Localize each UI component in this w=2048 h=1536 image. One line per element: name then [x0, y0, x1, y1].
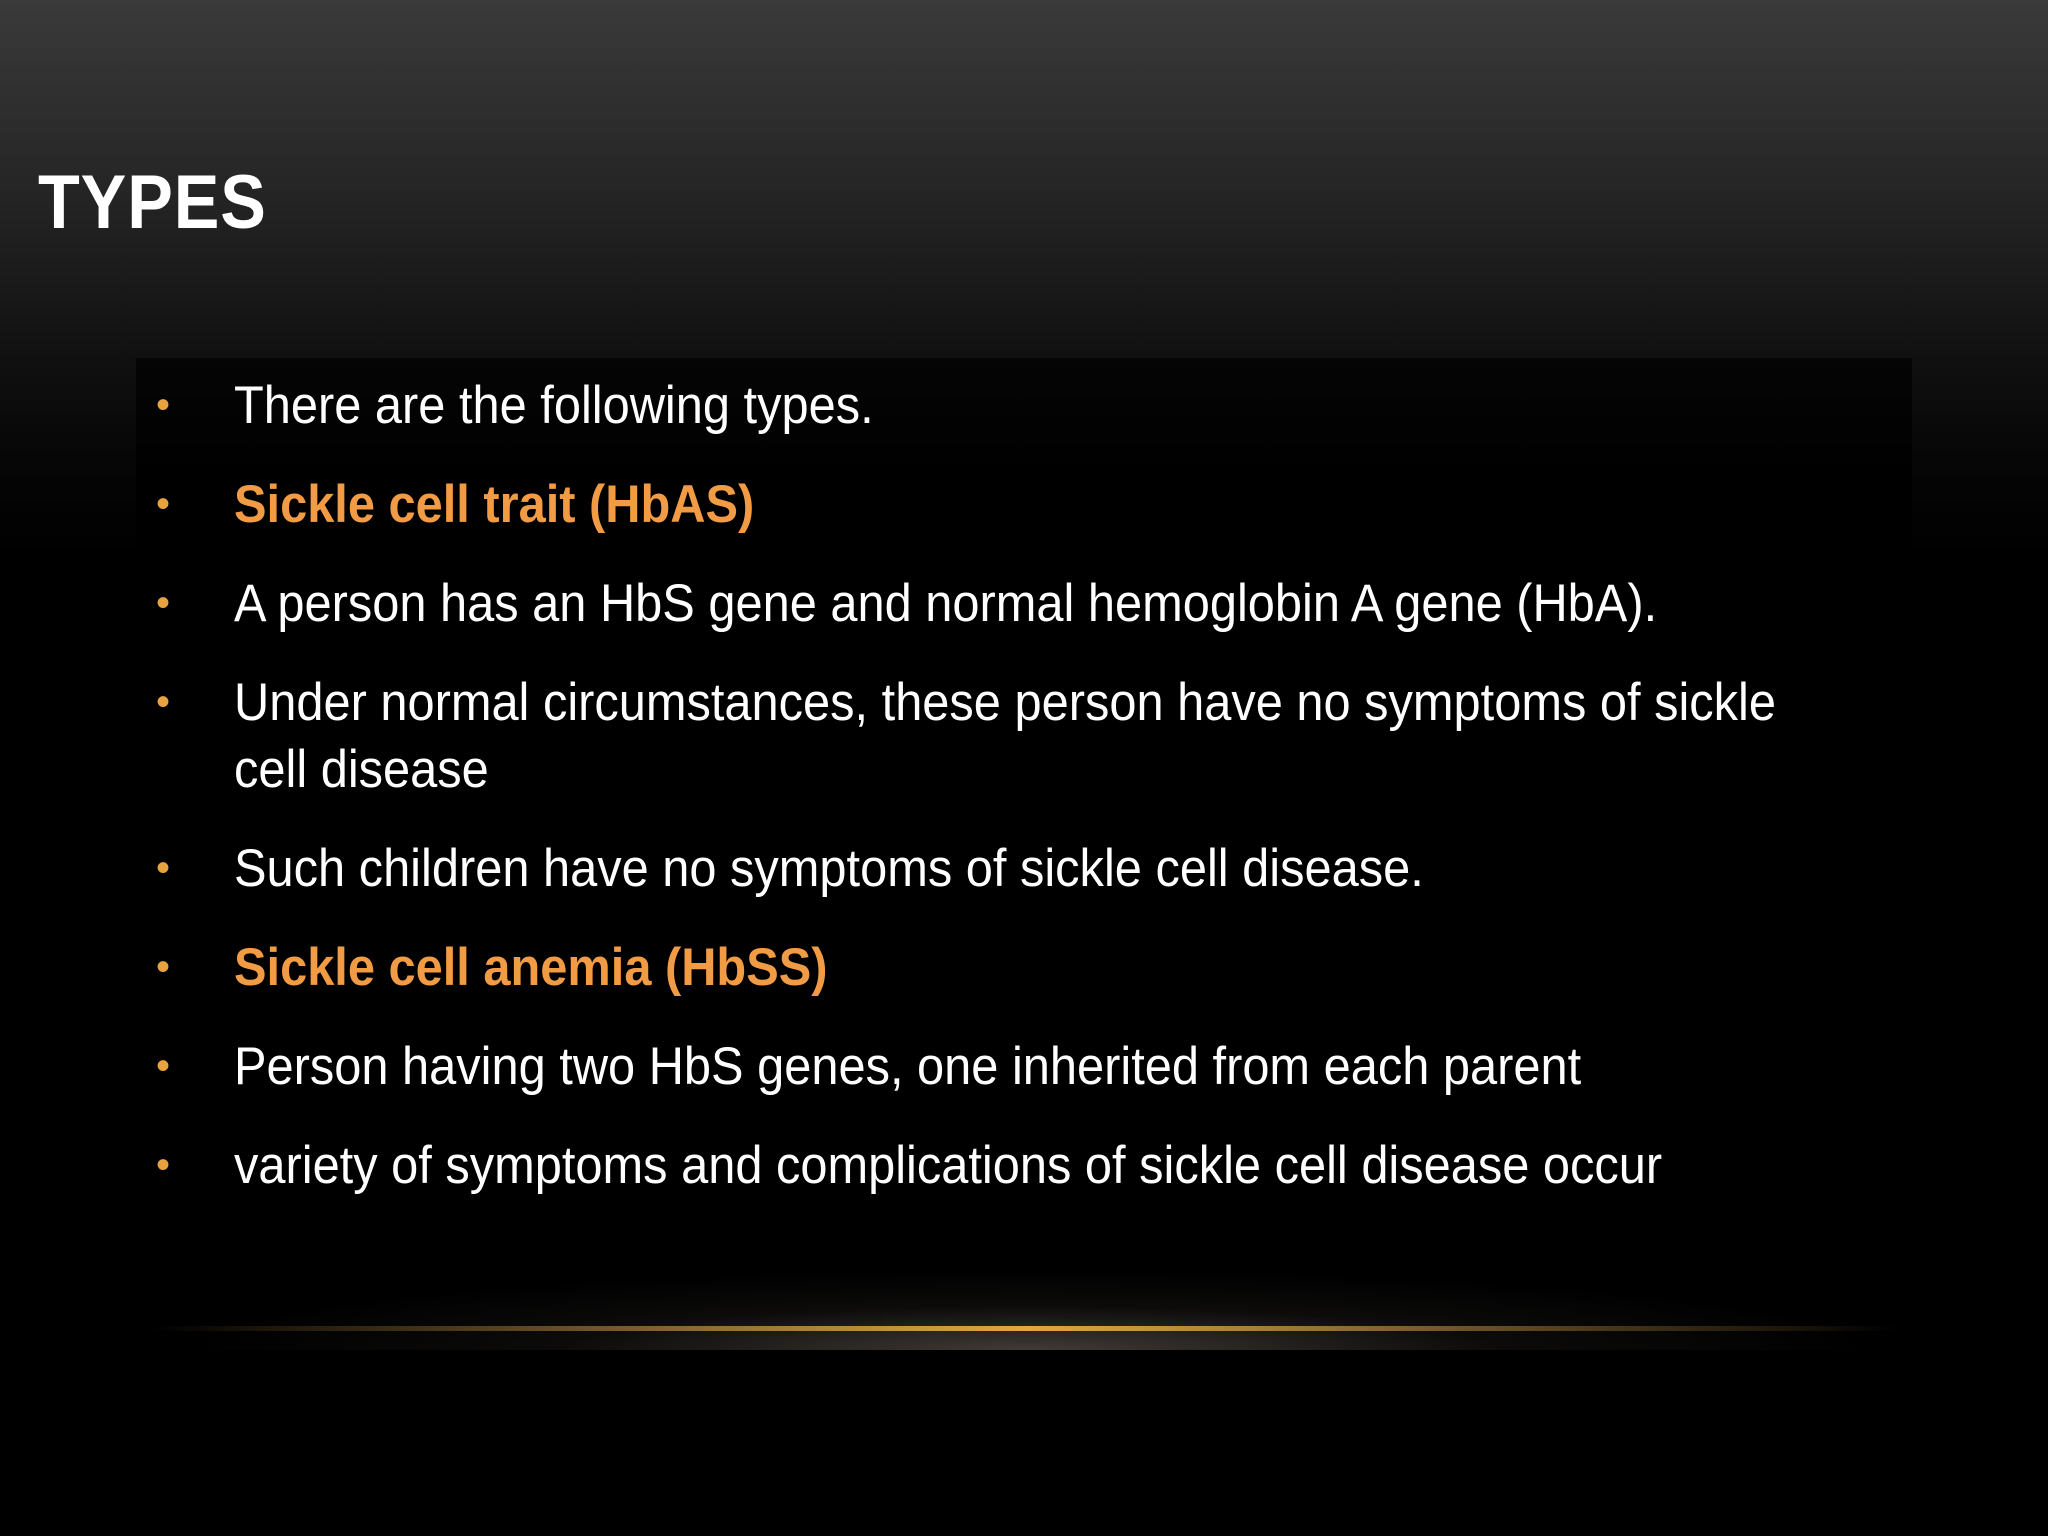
bullet-text: Such children have no symptoms of sickle cell disease. [234, 839, 1424, 898]
bullet-item [136, 372, 1912, 439]
bullet-dot-icon: • [156, 680, 171, 724]
bullet-heading-text: Sickle cell anemia (HbSS) [234, 938, 828, 997]
bullet-dot-icon: • [156, 1143, 171, 1187]
bullet-text: Under normal circumstances, these person have no symptoms of sickle cell disease [234, 673, 1777, 799]
decorative-gold-line [150, 1326, 1900, 1331]
bullet-dot-icon: • [156, 1044, 171, 1088]
bullet-text: There are the following types. [234, 376, 874, 435]
bullet-text: Person having two HbS genes, one inherited from each parent [234, 1037, 1582, 1096]
bullet-dot-icon: • [156, 945, 171, 989]
bullet-item-heading [136, 934, 1912, 1001]
bullet-list [136, 372, 1912, 1231]
bullet-item [136, 1033, 1912, 1100]
bullet-item [136, 835, 1912, 902]
bullet-item [136, 570, 1912, 637]
slide-title: TYPES [38, 160, 267, 245]
content-placeholder [136, 358, 1912, 1280]
bullet-text: variety of symptoms and complications of sickle cell disease occur [234, 1136, 1663, 1195]
bullet-dot-icon: • [156, 482, 171, 526]
decorative-glow [180, 1270, 1880, 1350]
bullet-dot-icon: • [156, 581, 171, 625]
bullet-dot-icon: • [156, 846, 171, 890]
bullet-text: A person has an HbS gene and normal hemoglobin A gene (HbA). [234, 574, 1658, 633]
bullet-item-heading [136, 471, 1912, 538]
bullet-item [136, 669, 1912, 803]
bullet-heading-text: Sickle cell trait (HbAS) [234, 475, 755, 534]
bullet-item [136, 1132, 1912, 1199]
bullet-dot-icon: • [156, 383, 171, 427]
